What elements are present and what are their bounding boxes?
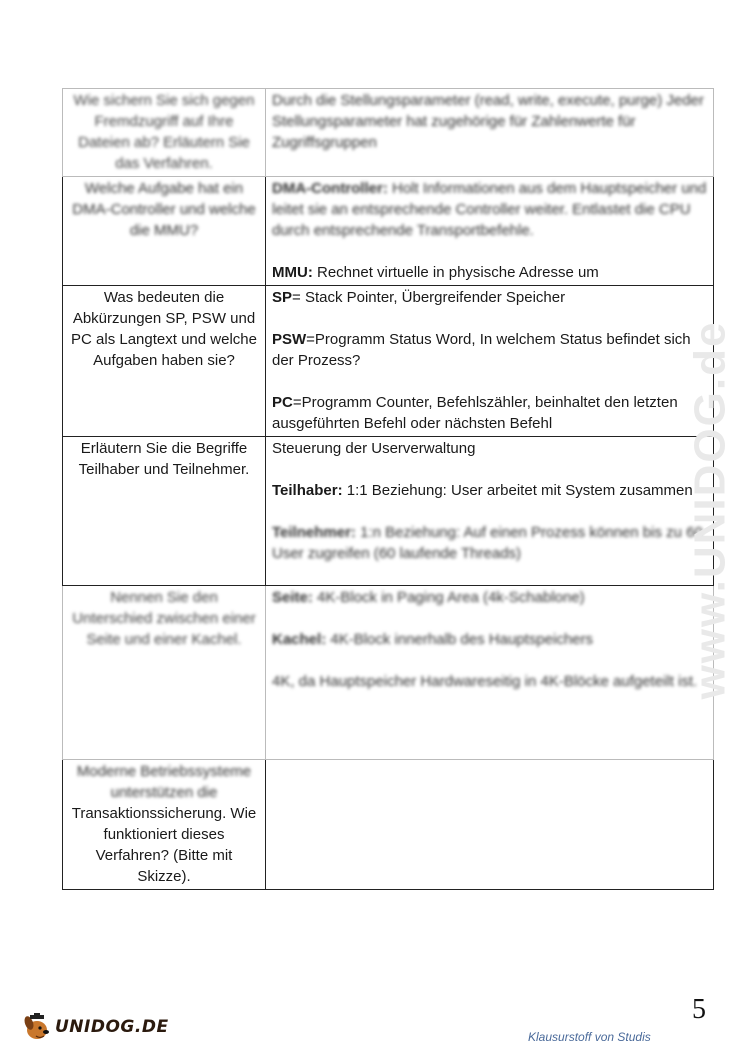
answer-cell bbox=[266, 177, 714, 286]
watermark-text: www.UNIDOG.de bbox=[685, 320, 734, 700]
answer-text-blurred bbox=[272, 178, 707, 262]
footer-text: Klausurstoff von Studis bbox=[528, 1030, 651, 1044]
term: Teilhaber: bbox=[272, 482, 343, 499]
answer-cell bbox=[266, 760, 714, 890]
answer-text: Holt Informationen aus dem Hauptspeicher und leitet sie an entsprechende Controller weiter. Entlastet die CPU durch entsprechende Transportbefehle. bbox=[272, 180, 707, 239]
table-row bbox=[63, 437, 714, 586]
answer-text: = Stack Pointer, Übergreifender Speicher bbox=[292, 289, 566, 306]
table-row bbox=[63, 286, 714, 437]
page-number: 5 bbox=[692, 994, 706, 1025]
answer-item bbox=[272, 480, 707, 501]
question-text: Welche Aufgabe hat ein DMA-Controller und welche die MMU? bbox=[72, 180, 256, 239]
question-text: Erläutern Sie die Begriffe Teilhaber und Teilnehmer. bbox=[78, 440, 250, 478]
table-row bbox=[63, 177, 714, 286]
question-cell bbox=[63, 760, 266, 890]
term: Kachel: bbox=[272, 631, 327, 648]
answer-text: 4K-Block in Paging Area (4k-Schablone) bbox=[312, 589, 585, 606]
answer-item bbox=[272, 287, 707, 308]
term: MMU: bbox=[272, 264, 313, 281]
table-row bbox=[63, 586, 714, 760]
answer-cell: Durch die Stellungsparameter (read, write, execute, purge) Jeder Stellungsparameter hat zugehörige für Zahlenwerte für Zugriffsgruppen bbox=[266, 89, 714, 177]
answer-item bbox=[272, 587, 707, 608]
answer-item-blurred bbox=[272, 522, 707, 564]
term: PSW bbox=[272, 331, 307, 348]
question-cell bbox=[63, 177, 266, 286]
question-text-blurred: Moderne Betriebssysteme unterstützen die bbox=[76, 763, 252, 801]
answer-text: 1:n Beziehung: Auf einen Prozess können bis zu 60 User zugreifen (60 laufende Threads) bbox=[272, 524, 703, 562]
answer-text: =Programm Counter, Befehlszähler, beinhaltet den letzten ausgeführten Befehl oder nächsten Befehl bbox=[272, 394, 678, 432]
term: SP bbox=[272, 289, 293, 306]
answer-cell bbox=[266, 437, 714, 586]
answer-cell bbox=[266, 286, 714, 437]
qa-table bbox=[62, 88, 714, 890]
question-text: Transaktionssicherung. Wie funktioniert dieses Verfahren? (Bitte mit Skizze). bbox=[71, 805, 257, 885]
table-row bbox=[63, 760, 714, 890]
term: DMA-Controller: bbox=[272, 180, 388, 197]
answer-item bbox=[272, 629, 707, 650]
question-cell bbox=[63, 437, 266, 586]
answer-intro: Steuerung der Userverwaltung bbox=[272, 440, 476, 457]
watermark bbox=[685, 280, 734, 740]
answer-text: Rechnet virtuelle in physische Adresse um bbox=[312, 264, 599, 281]
answer-text: 1:1 Beziehung: User arbeitet mit System zusammen bbox=[342, 482, 693, 499]
term: PC bbox=[272, 394, 293, 411]
answer-note: 4K, da Hauptspeicher Hardwareseitig in 4K-Blöcke aufgeteilt ist. bbox=[272, 673, 698, 690]
answer-item bbox=[272, 392, 707, 434]
answer-item bbox=[272, 329, 707, 371]
answer-text-mmu bbox=[272, 262, 707, 283]
answer-text: =Programm Status Word, In welchem Status befindet sich der Prozess? bbox=[272, 331, 691, 369]
term: Teilnehmer: bbox=[272, 524, 356, 541]
question-cell: Was bedeuten die Abkürzungen SP, PSW und PC als Langtext und welche Aufgaben haben sie? bbox=[63, 286, 266, 437]
answer-text: 4K-Block innerhalb des Hauptspeichers bbox=[326, 631, 594, 648]
dog-logo-icon bbox=[22, 1012, 52, 1042]
logo-text: UNIDOG.DE bbox=[55, 1017, 169, 1037]
table-row bbox=[63, 89, 714, 177]
question-cell: Wie sichern Sie sich gegen Fremdzugriff auf Ihre Dateien ab? Erläutern Sie das Verfahren. bbox=[63, 89, 266, 177]
question-cell: Nennen Sie den Unterschied zwischen einer Seite und einer Kachel. bbox=[63, 586, 266, 760]
answer-cell bbox=[266, 586, 714, 760]
unidog-logo bbox=[22, 1010, 169, 1044]
term: Seite: bbox=[272, 589, 313, 606]
